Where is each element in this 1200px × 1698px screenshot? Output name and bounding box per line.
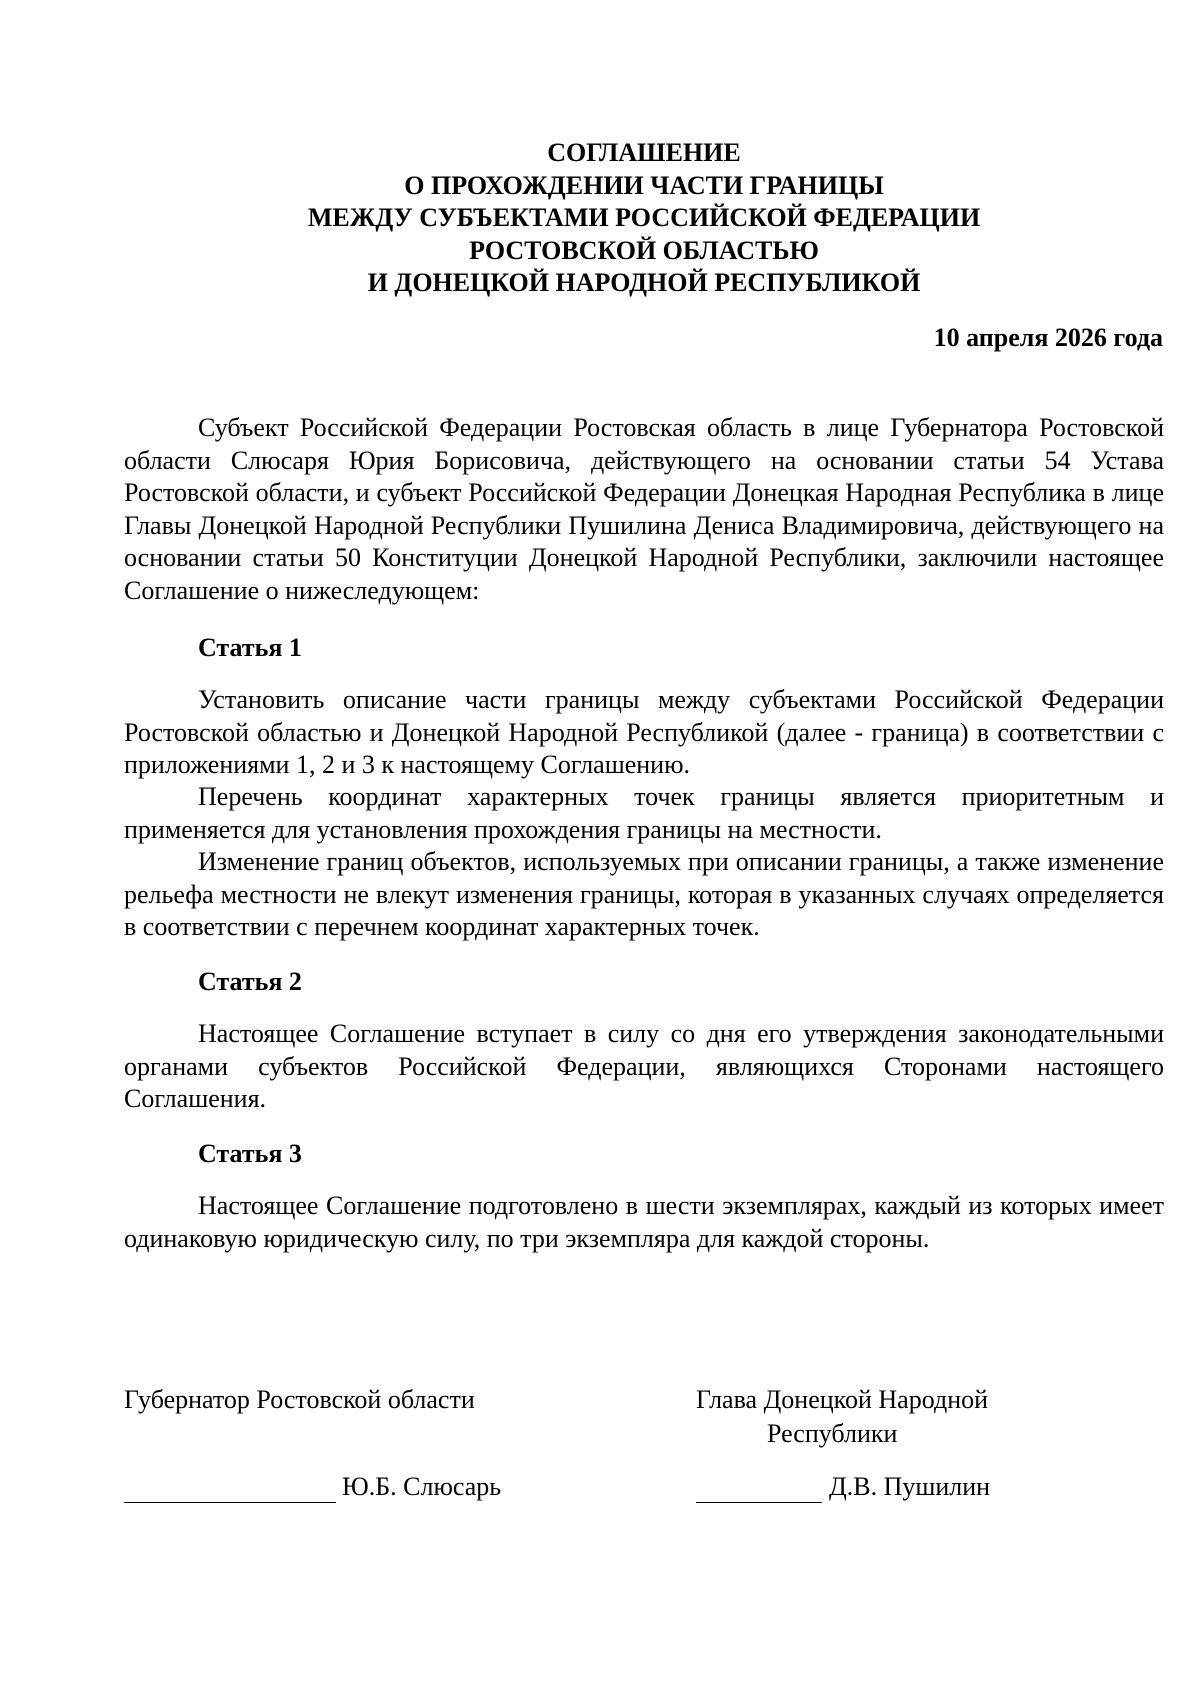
title-line-5: И ДОНЕЦКОЙ НАРОДНОЙ РЕСПУБЛИКОЙ <box>367 268 921 297</box>
right-signature-line <box>696 1502 822 1503</box>
right-signatory-position-line-1: Глава Донецкой Народной <box>696 1385 989 1414</box>
article-1-paragraph-1: Установить описание части границы между субъектами Российской Федерации Ростовской областью и Донецкой Народной Республикой (далее - граница) в соответствии с приложениями 1, 2 и 3 к настоящему Соглашению. <box>124 685 1164 779</box>
document-date: 10 апреля 2026 года <box>933 323 1163 352</box>
document-title <box>124 137 1164 300</box>
preamble-paragraph: Субъект Российской Федерации Ростовская область в лице Губернатора Ростовской области Слюсаря Юрия Борисовича, действующего на основании статьи 54 Устава Ростовской области, и субъект Российской Федерации Донецкая Народная Республика в лице Главы Донецкой Народной Республики Пушилина Дениса Владимировича, действующего на основании статьи 50 Конституции Донецкой Народной Республики, заключили настоящее Соглашение о нижеследующем: <box>124 413 1164 605</box>
left-signature-line <box>124 1502 336 1503</box>
right-signatory-name: Д.В. Пушилин <box>829 1472 991 1501</box>
title-line-4: РОСТОВСКОЙ ОБЛАСТЬЮ <box>469 235 819 265</box>
article-2-heading: Статья 2 <box>198 967 302 996</box>
article-3-paragraph-1: Настоящее Соглашение подготовлено в шести экземплярах, каждый из которых имеет одинаковую юридическую силу, по три экземпляра для каждой стороны. <box>124 1191 1164 1253</box>
title-line-2: О ПРОХОЖДЕНИИ ЧАСТИ ГРАНИЦЫ <box>404 170 884 200</box>
article-1-paragraph-3: Изменение границ объектов, используемых при описании границы, а также изменение рельефа местности не влекут изменения границы, которая в указанных случаях определяется в соответствии с перечнем координат характерных точек. <box>124 847 1164 941</box>
title-line-1: СОГЛАШЕНИЕ <box>547 138 741 167</box>
left-signatory-position: Губернатор Ростовской области <box>124 1385 475 1414</box>
article-3-heading: Статья 3 <box>198 1139 302 1168</box>
article-1-heading: Статья 1 <box>198 633 302 662</box>
article-2-paragraph-1: Настоящее Соглашение вступает в силу со дня его утверждения законодательными органами субъектов Российской Федерации, являющихся Сторонами настоящего Соглашения. <box>124 1019 1164 1113</box>
right-signatory-position-line-2: Республики <box>767 1419 898 1448</box>
left-signatory-name: Ю.Б. Слюсарь <box>342 1472 502 1501</box>
article-1-paragraph-2: Перечень координат характерных точек границы является приоритетным и применяется для установления прохождения границы на местности. <box>124 782 1164 844</box>
title-line-3: МЕЖДУ СУБЪЕКТАМИ РОССИЙСКОЙ ФЕДЕРАЦИИ <box>307 203 981 232</box>
